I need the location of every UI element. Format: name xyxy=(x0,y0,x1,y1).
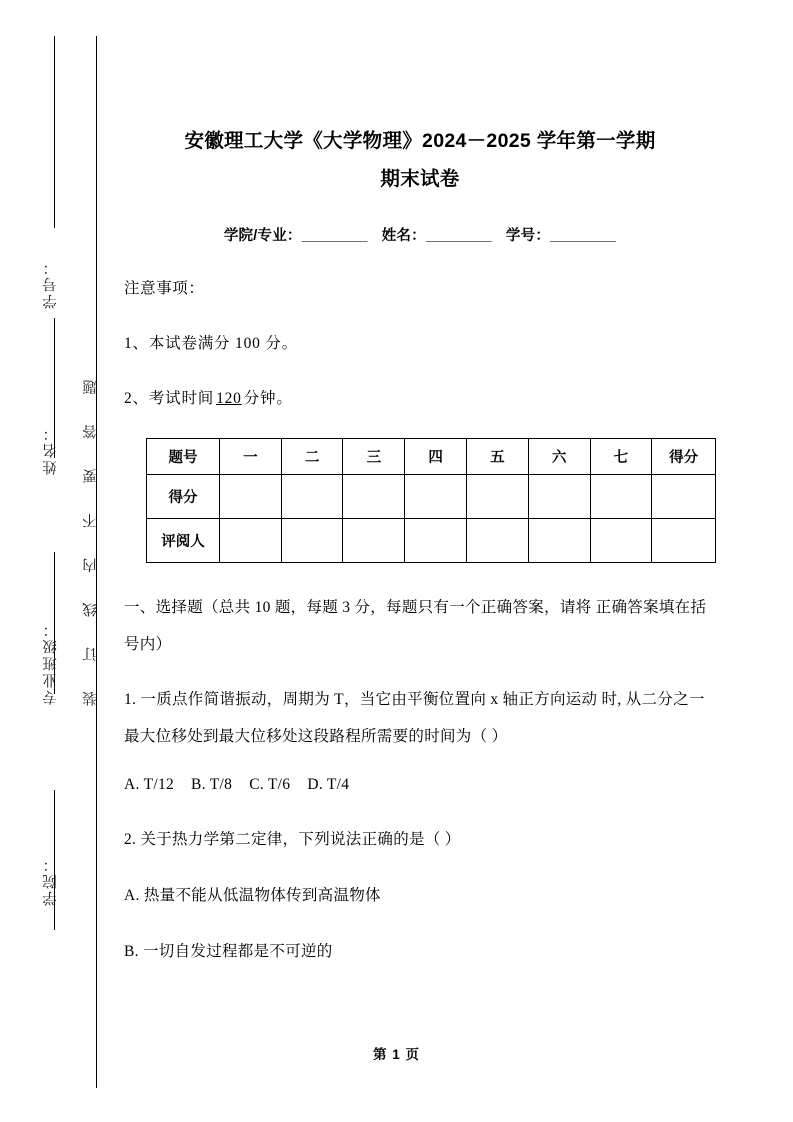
section-1-heading-line-2: 正确答案填在括号内） xyxy=(124,599,707,653)
table-header-col-6: 六 xyxy=(528,439,590,475)
table-header-total: 得分 xyxy=(652,439,716,475)
section-1-heading xyxy=(124,589,716,663)
question-2-stem: 2. 关于热力学第二定律，下列说法正确的是（ ） xyxy=(124,831,461,848)
score-cell-5[interactable] xyxy=(467,475,529,519)
score-cell-6[interactable] xyxy=(528,475,590,519)
grader-cell-5[interactable] xyxy=(467,519,529,563)
notice-item-1: 1、本试卷满分 100 分。 xyxy=(124,335,298,352)
section-1-heading-line-1: 一、选择题（总共 10 题，每题 3 分，每题只有一个正确答案，请将 xyxy=(124,599,592,616)
table-rowhead-grader: 评阅人 xyxy=(147,519,220,563)
page-title-line-1: 安徽理工大学《大学物理》2024－2025 学年第一学期 xyxy=(184,130,656,152)
notice-item-2 xyxy=(124,386,716,408)
score-table-container xyxy=(146,438,716,563)
exam-paper-body xyxy=(124,0,716,970)
grader-cell-2[interactable] xyxy=(281,519,343,563)
page-title xyxy=(124,122,716,198)
seal-label-department: 学院： xyxy=(43,855,59,906)
question-1-stem xyxy=(124,681,716,755)
table-header-question-no: 题号 xyxy=(147,439,220,475)
question-1-option-b[interactable]: B. T/8 xyxy=(191,776,233,793)
seal-line-notice-text: 装订线内不要答题 xyxy=(83,350,99,706)
page-footer: 第 1 页 xyxy=(372,1047,420,1062)
question-1-option-c[interactable]: C. T/6 xyxy=(249,776,291,793)
question-1-option-d[interactable]: D. T/4 xyxy=(307,776,350,793)
sealing-margin xyxy=(0,0,110,1122)
score-cell-3[interactable] xyxy=(343,475,405,519)
score-cell-7[interactable] xyxy=(590,475,652,519)
grader-cell-7[interactable] xyxy=(590,519,652,563)
notice-item-2-prefix: 2、考试时间 xyxy=(124,390,215,407)
notice-item-2-suffix: 分钟。 xyxy=(243,390,293,407)
student-info-line xyxy=(124,224,716,245)
question-2-option-a[interactable]: A. 热量不能从低温物体传到高温物体 xyxy=(124,887,381,904)
exam-duration-value: 120 xyxy=(216,390,242,407)
table-header-col-7: 七 xyxy=(590,439,652,475)
seal-label-class: 专业班级： xyxy=(43,620,59,705)
score-cell-1[interactable] xyxy=(219,475,281,519)
score-cell-total[interactable] xyxy=(652,475,716,519)
table-header-col-2: 二 xyxy=(281,439,343,475)
table-header-col-3: 三 xyxy=(343,439,405,475)
grader-cell-4[interactable] xyxy=(405,519,467,563)
name-field-label: 姓名：________ xyxy=(381,228,492,244)
score-table xyxy=(146,438,716,563)
grader-cell-1[interactable] xyxy=(219,519,281,563)
score-cell-2[interactable] xyxy=(281,475,343,519)
question-1-option-a[interactable]: A. T/12 xyxy=(124,776,175,793)
seal-label-name: 姓名： xyxy=(43,424,59,475)
notice-heading: 注意事项： xyxy=(124,280,205,297)
table-rowhead-score: 得分 xyxy=(147,475,220,519)
table-header-col-4: 四 xyxy=(405,439,467,475)
seal-line-outer-segment-1 xyxy=(54,36,55,228)
grader-cell-6[interactable] xyxy=(528,519,590,563)
table-header-col-1: 一 xyxy=(219,439,281,475)
table-row-header xyxy=(147,439,716,475)
seal-label-student-id: 学号： xyxy=(43,258,59,309)
table-row-score xyxy=(147,475,716,519)
score-cell-4[interactable] xyxy=(405,475,467,519)
table-row-grader xyxy=(147,519,716,563)
table-header-col-5: 五 xyxy=(467,439,529,475)
page-title-line-2: 期末试卷 xyxy=(380,168,460,190)
question-1-stem-line-1: 1. 一质点作简谐振动，周期为 T，当它由平衡位置向 x 轴正方向运动 xyxy=(124,691,598,708)
question-2-option-b[interactable]: B. 一切自发过程都是不可逆的 xyxy=(124,943,333,960)
student-id-field-label: 学号：________ xyxy=(505,228,617,244)
grader-cell-total[interactable] xyxy=(652,519,716,563)
department-field-label: 学院/专业：________ xyxy=(223,228,368,244)
question-1-options xyxy=(124,766,716,803)
grader-cell-3[interactable] xyxy=(343,519,405,563)
question-1-stem-line-2: 时, 从二分之一最大位移处到最大位移处这段路程所需要的时间为（ ） xyxy=(124,691,705,745)
